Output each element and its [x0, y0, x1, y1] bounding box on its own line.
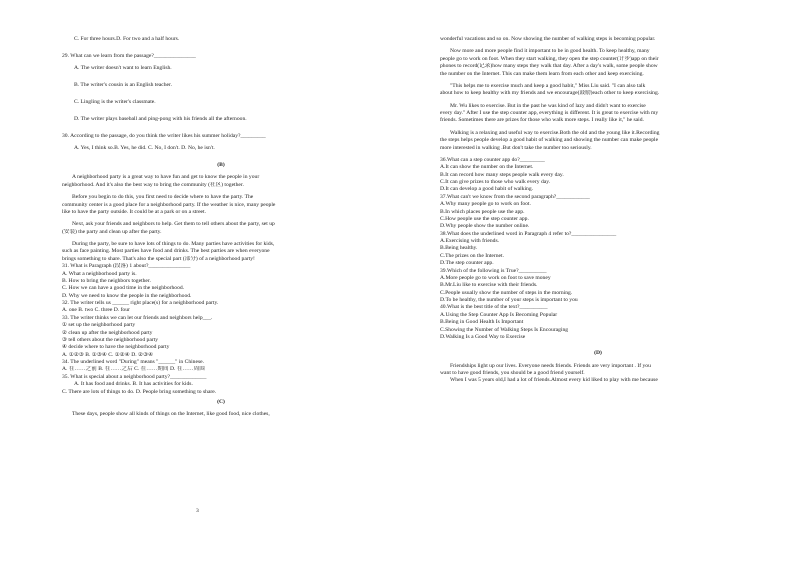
section-b-heading: (B) [217, 162, 225, 168]
passage-line: the number on the Internet. This can make them learn from each other and keep exercising. [440, 70, 644, 77]
questions-31-35 [62, 263, 380, 396]
passage-d [440, 363, 756, 385]
passage-line: about how to keep healthy with my friends and we encourage(鼓励)each other to keep exercising. [440, 90, 660, 97]
question-line: A. ①②③ B. ①③④ C. ①②④ D. ②③④ [62, 351, 154, 358]
passage-line: neighborhood. And it's also the best way to bring the community (社区) together. [62, 181, 244, 188]
question-line: C.The prizes on the Internet. [440, 252, 504, 259]
questions-29-30 [62, 36, 380, 153]
question-line: A. It has food and drinks. B. It has activities for kids. [74, 381, 193, 388]
passage-line: When I was 5 years old,I had a lot of friends.Almost every kid liked to play with me because [450, 377, 658, 384]
passage-line: Mr. Wu likes to exercise. But in the past he was kind of lazy and didn't want to exercise [450, 102, 646, 109]
passage-line: "This helps me to exercise much and keep a good habit," Miss Liu said. "I can also talk [450, 82, 646, 89]
passage-line: brings something to share. That's also the special part (部分) of a neighborhood party! [62, 255, 255, 262]
section-d-heading: (D) [594, 350, 602, 357]
question-line: A.Using the Step Counter App Is Becoming Popular [440, 311, 558, 318]
question-line: 31. What is Paragraph (段落) 1 about?_______________ [62, 263, 191, 270]
question-line: ② clean up after the neighborhood party [62, 329, 153, 336]
passage-line: like to have the party outside. It could be at a park or on a street. [62, 208, 206, 215]
text-line: C. Lingling is the writer's classmate. [74, 99, 156, 105]
text-line: 29. What can we learn from the passage?_______________ [62, 52, 196, 59]
text-line: D. The writer plays baseball and ping-pong with his friends all the afternoon. [74, 115, 247, 122]
question-line: B.Being in Good Health Is Important [440, 319, 524, 326]
passage-line: During the party, be sure to have lots of things to do. Many parties have activities for kids, [72, 241, 275, 247]
passage-line: Before you begin to do this, you first need to decide where to have the party. The [72, 194, 254, 201]
question-line: A. 在……之前 B. 在……之后 C. 在……期间 D. 在……周围 [62, 366, 205, 373]
question-line: A.Exercising with friends. [440, 238, 500, 244]
passage-line: want to have good friends, you should be a good friend yourself. [440, 370, 585, 376]
question-line: B.In which places people use the app. [440, 208, 525, 215]
question-line: C.It can give prizes to those who walk every day. [440, 179, 551, 185]
passage-line: every day." After I use the step counter app, everything is different. It is great to exercise with my [440, 110, 659, 116]
text-line: A. The writer doesn't want to learn English. [74, 65, 172, 72]
question-line: D.Walking Is a Good Way to Exercise [440, 333, 526, 340]
passage-c-first-line: These days, people show all kinds of things on the Internet, like good food, nice clothes, [72, 411, 270, 418]
question-line: D.To be healthy, the number of your steps is important to you [440, 297, 578, 303]
left-column [62, 36, 380, 419]
question-line: 39.Which of the following is True?__________ [440, 267, 547, 274]
text-line: B. The writer's cousin is an English teacher. [74, 82, 172, 89]
question-line: A.Why many people go to work on foot. [440, 201, 531, 208]
question-line: A. What a neighborhood party is. [62, 270, 137, 277]
text-line: A. Yes, I think so.B. Yes, he did. C. No, I don't. D. No, he isn't. [74, 145, 215, 152]
question-line: 34. The underlined word "During" means "______" in Chinese. [62, 359, 205, 365]
page-number: 3 [196, 508, 199, 514]
passage-line: the steps helps people develop a good habit of walking and showing the number can make people [440, 137, 659, 144]
passage-line: A neighborhood party is a great way to have fun and get to know the people in your [72, 174, 260, 181]
question-line: A. one B. two C. three D. four [62, 307, 130, 314]
question-line: C. There are lots of things to do. D. People bring something to share. [62, 388, 217, 395]
question-line: 37.What can't we know from the second paragraph?____________ [440, 193, 590, 200]
passage-b [62, 174, 380, 263]
passage-line: Now more and more people find it important to be in good health. To keep healthy, many [450, 48, 650, 55]
question-line: C.People usually show the number of steps in the morning. [440, 289, 573, 296]
question-line: 35. What is special about a neighborhood party?_____________ [62, 373, 207, 380]
question-line: D.It can develop a good habit of walking. [440, 186, 534, 193]
question-line: B.It can record how many steps people walk every day. [440, 171, 564, 178]
question-line: D. Why we need to know the people in the neighborhood. [62, 292, 192, 299]
question-line: ④ decide where to have the neighborhood party [62, 344, 170, 351]
passage-line: (安装) the party and clean up after the party. [62, 228, 162, 235]
question-line: A.It can show the number on the Internet. [440, 164, 534, 171]
question-line: 33. The writer thinks we can let our friends and neighbors help___. [62, 314, 213, 321]
question-line: C.How people use the step counter app. [440, 215, 529, 222]
question-line: D.The step counter app. [440, 260, 494, 267]
question-line: 36.What can a step counter app do?_________ [440, 156, 545, 163]
passage-line: Friendships light up our lives. Everyone needs friends. Friends are very important . If you [450, 362, 651, 369]
passage-c [440, 36, 756, 152]
passage-line: more interested in walking .But don't take the number too seriously. [440, 144, 592, 151]
question-line: C.Showing the Number of Walking Steps Is Encouraging [440, 326, 569, 333]
passage-line: Walking is a relaxing and useful way to exercise.Both the old and the young like it.Recording [450, 129, 660, 136]
passage-line: Next, ask your friends and neighbors to help. Get them to tell others about the party, set up [72, 221, 275, 228]
question-line: 38.What does the underlined word in Paragraph 4 refer to?________________ [440, 230, 617, 237]
passage-line: people go to work on foot. When they start walking, they open the step counter(计步)app on their [440, 55, 659, 62]
question-line: 40.What is the best title of the text?__________ [440, 304, 548, 311]
question-line: A.More people go to work on foot to save money [440, 274, 551, 281]
passage-line: wonderful vacations and so on. Now showing the number of walking steps is becoming popular. [440, 36, 656, 42]
questions-36-40 [440, 157, 756, 341]
right-column [440, 36, 756, 385]
passage-line: phones to record(记录)how many steps they walk that day. After a day's walk, some people show [440, 63, 658, 70]
question-line: D.Why people show the number online. [440, 223, 530, 230]
passage-line: such as face painting. Most parties have food and drinks. The best parties are when everyone [62, 248, 270, 255]
question-line: ③ tell others about the neighborhood party [62, 336, 159, 343]
passage-line: community center is a good place for a neighborhood party. If the weather is nice, many people [62, 201, 276, 208]
question-line: B.Being healthy. [440, 245, 478, 252]
text-line: 30. According to the passage, do you think the writer likes his summer holiday?_________ [62, 132, 266, 139]
question-line: B. How to bring the neighbors together. [62, 277, 151, 284]
text-line: C. For three hours.D. For two and a half hours. [74, 36, 180, 42]
question-line: C. How we can have a good time in the neighborhood. [62, 285, 185, 292]
section-c-heading: (C) [217, 398, 225, 405]
passage-line: friends. Sometimes there are prizes for those who walk more steps. I really like it," he said. [440, 117, 644, 124]
question-line: ① set up the neighborhood party [62, 322, 136, 329]
question-line: B.Mr.Liu like to exercise with their friends. [440, 282, 538, 289]
question-line: 32. The writer tells us ______ right place(s) for a neighborhood party. [62, 300, 219, 306]
